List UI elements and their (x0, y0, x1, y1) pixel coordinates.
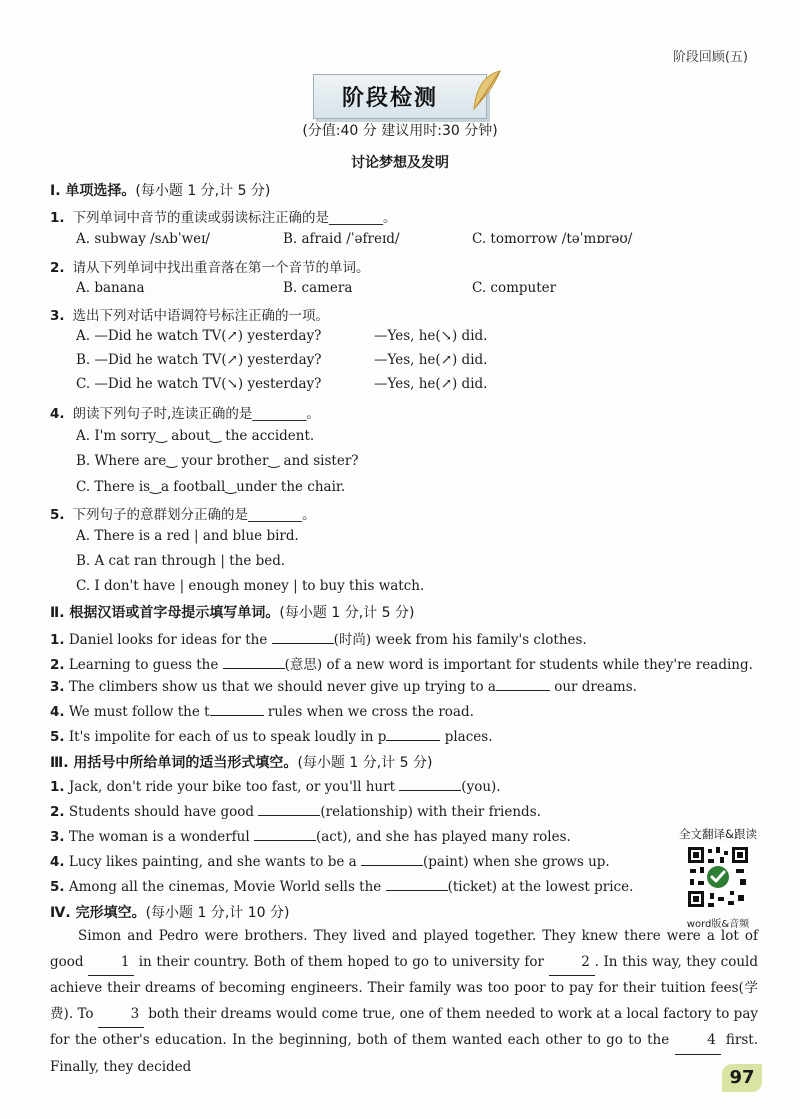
page-title-box (313, 74, 487, 119)
title-banner (0, 74, 800, 119)
q3-option-c-question: C. —Did he watch TV(↘) yesterday? (76, 376, 322, 392)
fill-item-3-1: 1. Jack, don't ride your bike too fast, or you'll hurt (you). (50, 779, 501, 795)
section-corner-label: 阶段回顾(五) (672, 50, 748, 65)
q3-option-c-answer: —Yes, he(↗) did. (374, 376, 488, 392)
answer-blank[interactable] (254, 828, 316, 841)
q4-option-a: A. I'm sorry‿ about‿ the accident. (76, 428, 315, 444)
q1-option-a: A. subway /sʌbˈweɪ/ (76, 231, 210, 247)
q5-option-b: B. A cat ran through | the bed. (76, 553, 286, 569)
fill-item-2-1: 1. Daniel looks for ideas for the (时尚) week from his family's clothes. (50, 632, 587, 648)
answer-blank[interactable] (272, 631, 334, 644)
q3-option-b-answer: —Yes, he(↗) did. (374, 352, 488, 368)
q1-option-b: B. afraid /ˈəfreɪd/ (283, 231, 400, 247)
fill-item-2-3: 3. The climbers show us that we should never give up trying to a our dreams. (50, 679, 637, 695)
q2-option-c: C. computer (472, 280, 557, 296)
question-2: 2. 请从下列单词中找出重音落在第一个音节的单词。 (50, 260, 370, 276)
answer-blank[interactable] (223, 656, 285, 669)
fill-item-2-4: 4. We must follow the t rules when we cross the road. (50, 704, 474, 720)
page-number: 97 (722, 1064, 762, 1092)
qr-caption-top: 全文翻译&跟读 (679, 827, 757, 841)
q1-option-c: C. tomorrow /təˈmɒrəʊ/ (472, 231, 633, 247)
cloze-blank-1[interactable]: 1 (88, 950, 134, 977)
page-title: 阶段检测 (341, 86, 438, 111)
answer-blank[interactable] (258, 803, 320, 816)
section-4-heading: Ⅳ. 完形填空。(每小题 1 分,计 10 分) (50, 905, 290, 921)
answer-blank[interactable] (496, 678, 550, 691)
q5-option-a: A. There is a red | and blue bird. (76, 528, 299, 544)
fill-item-3-4: 4. Lucy likes painting, and she wants to be a (paint) when she grows up. (50, 854, 610, 870)
answer-blank[interactable] (386, 728, 440, 741)
fill-item-2-2: 2. Learning to guess the (意思) of a new word is important for students while they're reading. (50, 657, 753, 673)
score-time-info: (分值:40 分 建议用时:30 分钟) (302, 123, 498, 139)
answer-blank[interactable] (386, 878, 448, 891)
answer-blank[interactable] (210, 703, 264, 716)
cloze-blank-4[interactable]: 4 (675, 1028, 721, 1055)
question-3: 3. 选出下列对话中语调符号标注正确的一项。 (50, 308, 330, 324)
section-2-heading: Ⅱ. 根据汉语或首字母提示填写单词。(每小题 1 分,计 5 分) (50, 605, 415, 621)
question-1: 1. 下列单词中音节的重读或弱读标注正确的是________。 (50, 210, 397, 226)
qr-code-icon[interactable] (686, 845, 750, 909)
q5-option-c: C. I don't have | enough money | to buy this watch. (76, 578, 425, 594)
cloze-blank-2[interactable]: 2 (549, 950, 595, 977)
qr-caption-bottom: word版&音频 (686, 919, 750, 930)
q2-option-a: A. banana (76, 280, 145, 296)
answer-blank[interactable] (361, 853, 423, 866)
cloze-blank-3[interactable]: 3 (98, 1002, 144, 1029)
answer-blank[interactable] (399, 778, 461, 791)
fill-item-3-2: 2. Students should have good (relationship) with their friends. (50, 804, 541, 820)
fill-item-3-3: 3. The woman is a wonderful (act), and she has played many roles. (50, 829, 571, 845)
cloze-passage: Simon and Pedro were brothers. They lived and played together. They knew there were a lot of good 1 in their country. Both of them hoped to go to university for 2 . In this way, they could achieve their dreams of becoming engineers. Their family was too poor to pay for their tuition fees(学费). To 3 both their dreams would come true, one of them needed to work at a local factory to pay for the other's education. In the beginning, both of them wanted each other to go to the 4 first. Finally, they decided (50, 928, 758, 1075)
q2-option-b: B. camera (283, 280, 353, 296)
q3-option-a-question: A. —Did he watch TV(↗) yesterday? (76, 328, 322, 344)
q3-option-b-question: B. —Did he watch TV(↗) yesterday? (76, 352, 322, 368)
section-1-heading: Ⅰ. 单项选择。(每小题 1 分,计 5 分) (50, 183, 271, 199)
feather-icon (470, 69, 504, 113)
q4-option-b: B. Where are‿ your brother‿ and sister? (76, 453, 359, 469)
q4-option-c: C. There is‿a football‿under the chair. (76, 479, 346, 495)
q3-option-a-answer: —Yes, he(↘) did. (374, 328, 488, 344)
section-3-heading: Ⅲ. 用括号中所给单词的适当形式填空。(每小题 1 分,计 5 分) (50, 755, 433, 771)
topic-heading: 讨论梦想及发明 (351, 155, 449, 171)
fill-item-3-5: 5. Among all the cinemas, Movie World sells the (ticket) at the lowest price. (50, 879, 634, 895)
question-5: 5. 下列句子的意群划分正确的是________。 (50, 507, 316, 523)
qr-block (676, 826, 760, 930)
fill-item-2-5: 5. It's impolite for each of us to speak loudly in p places. (50, 729, 493, 745)
question-4: 4. 朗读下列句子时,连读正确的是________。 (50, 406, 320, 422)
